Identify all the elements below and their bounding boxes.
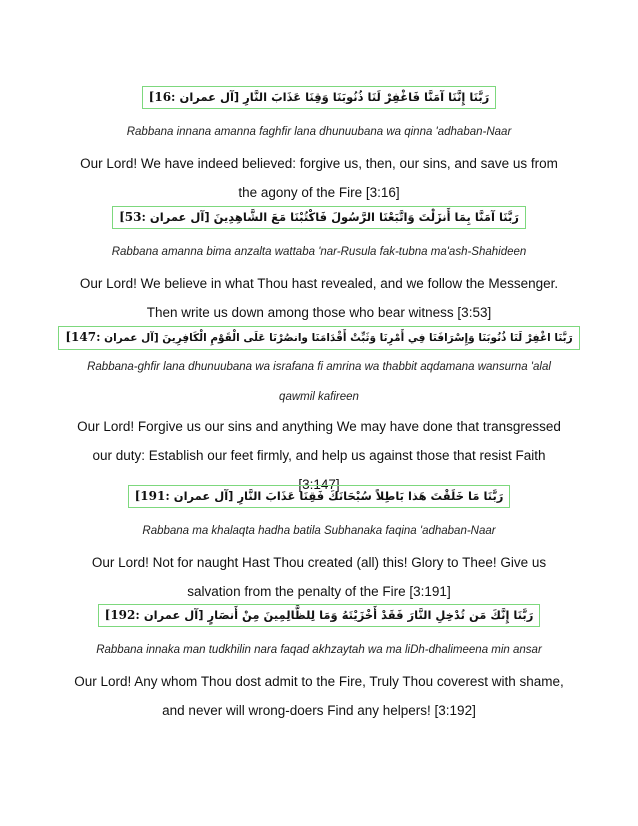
surah-name: [آل عمران bbox=[143, 608, 204, 622]
verse-block bbox=[0, 206, 638, 327]
transliteration: Rabbana innana amanna faghfir lana dhunuubana wa qinna 'adhaban-Naar bbox=[126, 126, 512, 138]
arabic-row bbox=[0, 604, 638, 630]
verse-block bbox=[0, 86, 638, 207]
arabic-verse-text: رَبَّنَا اغْفِرْ لَنَا ذُنُوبَنَا وَإِسْرَافَنَا فِي أَمْرِنَا وَثَبِّتْ أَقْدَامَنَا وانصُرْنَا عَلَى الْقَوْمِ الْكَافِرِينَ bbox=[162, 332, 573, 344]
surah-name: [آل عمران bbox=[104, 332, 159, 344]
arabic-verse-box bbox=[112, 206, 526, 229]
verse-reference: [191: bbox=[134, 489, 170, 503]
transliteration: Rabbana ma khalaqta hadha batila Subhanaka faqina 'adhaban-Naar bbox=[142, 525, 496, 537]
translation: Our Lord! We believe in what Thou hast revealed, and we follow the Messenger. Then write us down among those who bear witness [3:53] bbox=[79, 276, 559, 320]
verse-reference: [147: bbox=[65, 330, 101, 344]
verse-block bbox=[0, 604, 638, 725]
translation: Our Lord! Not for naught Hast Thou created (all) this! Glory to Thee! Give us salvation from the penalty of the Fire [3:191] bbox=[91, 555, 547, 599]
verse-reference: [16: bbox=[148, 90, 176, 104]
arabic-row bbox=[0, 86, 638, 112]
verse-block bbox=[0, 485, 638, 606]
verse-reference: [53: bbox=[119, 210, 146, 224]
verse-block bbox=[0, 326, 638, 499]
arabic-verse-text: رَبَّنَا مَا خَلَقْتَ هَذا بَاطِلاً سُبْحَانَكَ فَقِنَا عَذَابَ النَّارِ bbox=[237, 489, 504, 503]
arabic-row bbox=[0, 326, 638, 352]
arabic-row bbox=[0, 485, 638, 511]
arabic-verse-text: رَبَّنَا آمَنَّا بِمَا أَنزَلْتَ وَاتَّبَعْنَا الرَّسُولَ فَاكْتُبْنَا مَعَ الشَّاهِدِينَ bbox=[213, 210, 519, 224]
surah-name: [آل عمران bbox=[179, 90, 240, 104]
translation: Our Lord! We have indeed believed: forgive us, then, our sins, and save us from the agony of the Fire [3:16] bbox=[80, 156, 558, 200]
arabic-row bbox=[0, 206, 638, 232]
surah-name: [آل عمران bbox=[173, 489, 234, 503]
arabic-verse-box bbox=[58, 326, 579, 350]
surah-name: [آل عمران bbox=[149, 210, 210, 224]
arabic-verse-box bbox=[98, 604, 541, 627]
transliteration: Rabbana innaka man tudkhilin nara faqad akhzaytah wa ma liDh-dhalimeena min ansar bbox=[96, 644, 542, 656]
arabic-verse-text: رَبَّنَا إِنَّكَ مَن تُدْخِلِ النَّارَ فَقَدْ أَخْزَيْتَهُ وَمَا لِلظَّالِمِينَ مِنْ أَنصَارٍ bbox=[207, 608, 534, 622]
arabic-verse-box bbox=[128, 485, 511, 508]
translation: Our Lord! Forgive us our sins and anything We may have done that transgressed our duty: Establish our feet firmly, and help us against those that resist Faith [3:147] bbox=[77, 419, 561, 492]
verse-reference: [192: bbox=[104, 608, 140, 622]
arabic-verse-text: رَبَّنَا إِنَّنَا آمَنَّا فَاغْفِرْ لَنَا ذُنُوبَنَا وَقِنَا عَذَابَ النَّارِ bbox=[243, 90, 490, 104]
arabic-verse-box bbox=[142, 86, 497, 109]
transliteration: Rabbana-ghfir lana dhunuubana wa israfana fi amrina wa thabbit aqdamana wansurna 'alal qawmil kafireen bbox=[87, 361, 551, 403]
transliteration: Rabbana amanna bima anzalta wattaba 'nar-Rusula fak-tubna ma'ash-Shahideen bbox=[111, 246, 527, 258]
translation: Our Lord! Any whom Thou dost admit to the Fire, Truly Thou coverest with shame, and never will wrong-doers Find any helpers! [3:192] bbox=[74, 674, 564, 718]
